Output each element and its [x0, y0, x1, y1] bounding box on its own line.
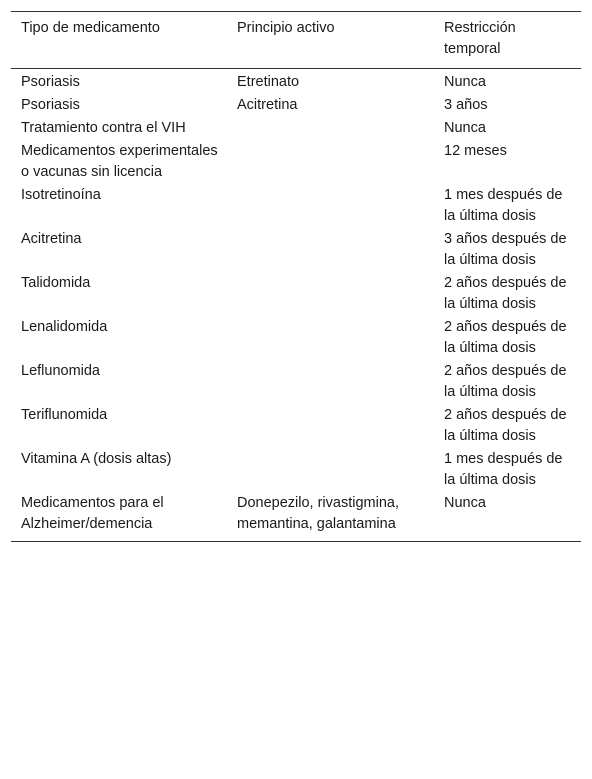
cell-time-restriction: 12 meses	[444, 143, 507, 159]
cell-time-restriction: 2 años después de la última dosis	[444, 275, 567, 312]
cell-time-restriction: 2 años después de la última dosis	[444, 407, 567, 444]
cell-active-ingredient	[227, 359, 434, 403]
table-row	[11, 447, 581, 491]
cell-medication-type: Talidomida	[21, 275, 91, 291]
table-row	[11, 139, 581, 183]
cell-active-ingredient	[227, 271, 434, 315]
cell-medication-type: Leflunomida	[21, 363, 100, 379]
header-time-restriction: Restricción temporal	[434, 12, 581, 69]
cell-time-restriction: 2 años después de la última dosis	[444, 363, 567, 400]
table-row	[11, 491, 581, 542]
cell-time-restriction: 1 mes después de la última dosis	[444, 451, 563, 488]
table-header	[11, 12, 581, 69]
header-row	[11, 12, 581, 69]
cell-medication-type: Psoriasis	[21, 74, 80, 90]
header-medication-type: Tipo de medicamento	[11, 12, 227, 69]
cell-medication-type: Tratamiento contra el VIH	[21, 120, 186, 136]
cell-time-restriction: Nunca	[444, 74, 486, 90]
cell-time-restriction: 3 años	[444, 97, 488, 113]
cell-medication-type: Medicamentos para el Alzheimer/demencia	[11, 491, 227, 542]
cell-active-ingredient	[227, 116, 434, 139]
cell-active-ingredient	[227, 183, 434, 227]
cell-medication-type: Medicamentos experimentales o vacunas sin licencia	[21, 143, 218, 180]
cell-time-restriction: 3 años después de la última dosis	[444, 231, 567, 268]
table-body	[11, 69, 581, 542]
cell-active-ingredient	[227, 227, 434, 271]
cell-time-restriction: Nunca	[434, 491, 581, 542]
table-row	[11, 315, 581, 359]
cell-active-ingredient: Acitretina	[237, 97, 298, 113]
cell-active-ingredient	[227, 315, 434, 359]
table-row	[11, 227, 581, 271]
table-row	[11, 359, 581, 403]
cell-time-restriction: Nunca	[444, 120, 486, 136]
cell-medication-type: Psoriasis	[21, 97, 80, 113]
cell-medication-type: Lenalidomida	[21, 319, 108, 335]
table-row	[11, 69, 581, 94]
cell-time-restriction: 1 mes después de la última dosis	[444, 187, 563, 224]
cell-active-ingredient: Donepezilo, rivastigmina, memantina, galantamina	[227, 491, 434, 542]
table-row	[11, 93, 581, 116]
table-row	[11, 403, 581, 447]
medication-restriction-table-container	[11, 11, 581, 542]
medication-restriction-table	[11, 11, 581, 542]
cell-medication-type: Isotretinoína	[21, 187, 101, 203]
cell-active-ingredient	[227, 403, 434, 447]
cell-active-ingredient	[227, 447, 434, 491]
header-active-ingredient: Principio activo	[227, 12, 434, 69]
cell-medication-type: Teriflunomida	[21, 407, 108, 423]
table-row	[11, 183, 581, 227]
cell-medication-type: Acitretina	[21, 231, 82, 247]
cell-active-ingredient	[227, 139, 434, 183]
cell-time-restriction: 2 años después de la última dosis	[444, 319, 567, 356]
cell-active-ingredient: Etretinato	[237, 74, 300, 90]
cell-medication-type: Vitamina A (dosis altas)	[21, 451, 172, 467]
table-row	[11, 271, 581, 315]
table-row	[11, 116, 581, 139]
